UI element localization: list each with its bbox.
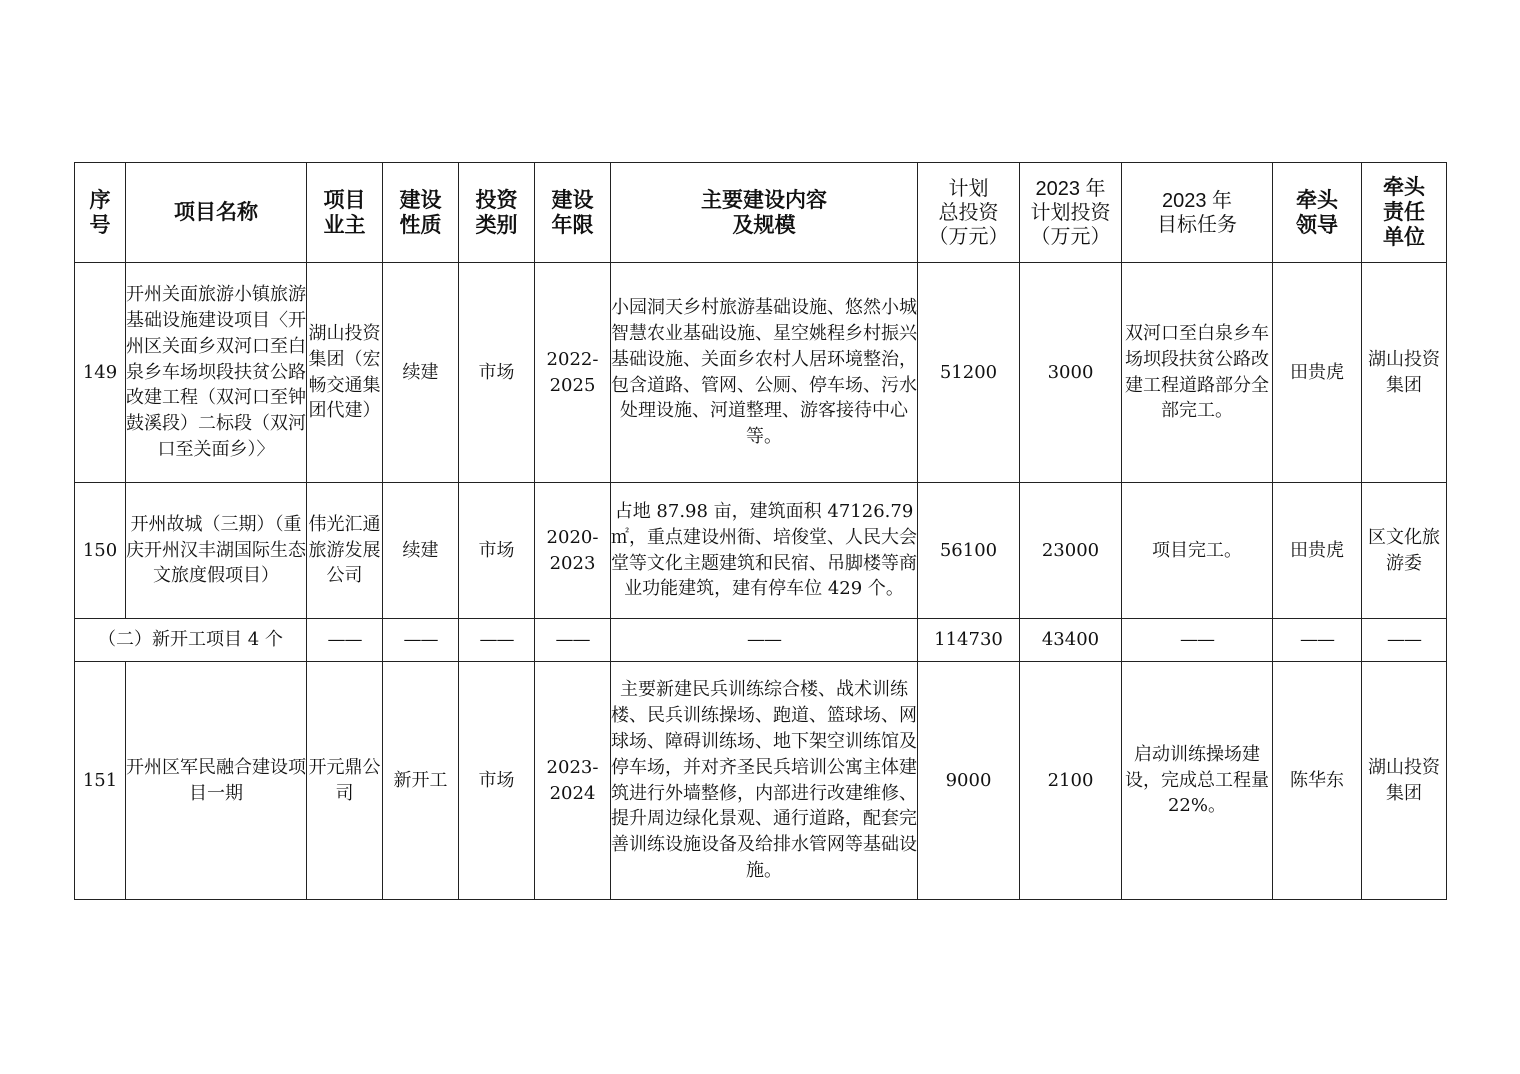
cell-target-2023: 项目完工。 <box>1122 483 1273 619</box>
cell-nature: 续建 <box>383 263 459 483</box>
cell-leader: 田贵虎 <box>1273 483 1362 619</box>
cell-invest-2023: 3000 <box>1020 263 1122 483</box>
header-invest-2023: 2023 年 计划投资 （万元） <box>1020 163 1122 263</box>
header-name: 项目名称 <box>126 163 307 263</box>
subtotal-dash: —— <box>1362 619 1447 662</box>
header-seq: 序 号 <box>75 163 126 263</box>
cell-content: 小园洞天乡村旅游基础设施、悠然小城智慧农业基础设施、星空姚程乡村振兴基础设施、关面乡农村人居环境整治，包含道路、管网、公厕、停车场、污水处理设施、河道整理、游客接待中心等。 <box>611 263 918 483</box>
cell-seq: 151 <box>75 662 126 900</box>
cell-period: 2022-2025 <box>535 263 611 483</box>
cell-invest-type: 市场 <box>459 483 535 619</box>
header-content: 主要建设内容 及规模 <box>611 163 918 263</box>
cell-total-invest: 56100 <box>918 483 1020 619</box>
subtotal-dash: —— <box>535 619 611 662</box>
cell-content: 占地 87.98 亩，建筑面积 47126.79 ㎡，重点建设州衙、培俊堂、人民大会堂等文化主题建筑和民宿、吊脚楼等商业功能建筑，建有停车位 429 个。 <box>611 483 918 619</box>
header-lead-unit: 牵头 责任 单位 <box>1362 163 1447 263</box>
cell-content: 主要新建民兵训练综合楼、战术训练楼、民兵训练操场、跑道、篮球场、网球场、障碍训练场、地下架空训练馆及停车场，并对齐圣民兵培训公寓主体建筑进行外墙整修，内部进行改建维修、提升周边绿化景观、通行道路，配套完善训练设施设备及给排水管网等基础设施。 <box>611 662 918 900</box>
header-total-invest: 计划 总投资 （万元） <box>918 163 1020 263</box>
cell-leader: 陈华东 <box>1273 662 1362 900</box>
subtotal-dash: —— <box>307 619 383 662</box>
subtotal-label: （二）新开工项目 4 个 <box>75 619 307 662</box>
cell-name: 开州故城（三期）（重庆开州汉丰湖国际生态文旅度假项目） <box>126 483 307 619</box>
cell-nature: 新开工 <box>383 662 459 900</box>
subtotal-dash: —— <box>1122 619 1273 662</box>
cell-name: 开州区军民融合建设项目一期 <box>126 662 307 900</box>
cell-owner: 开元鼎公司 <box>307 662 383 900</box>
subtotal-dash: —— <box>1273 619 1362 662</box>
cell-leader: 田贵虎 <box>1273 263 1362 483</box>
header-invest-type: 投资 类别 <box>459 163 535 263</box>
subtotal-dash: —— <box>611 619 918 662</box>
cell-invest-2023: 23000 <box>1020 483 1122 619</box>
subtotal-dash: —— <box>383 619 459 662</box>
cell-owner: 湖山投资集团（宏畅交通集团代建） <box>307 263 383 483</box>
table-row <box>75 263 1447 483</box>
cell-period: 2023-2024 <box>535 662 611 900</box>
cell-nature: 续建 <box>383 483 459 619</box>
table-row <box>75 662 1447 900</box>
header-period: 建设 年限 <box>535 163 611 263</box>
cell-owner: 伟光汇通旅游发展公司 <box>307 483 383 619</box>
cell-period: 2020-2023 <box>535 483 611 619</box>
cell-total-invest: 51200 <box>918 263 1020 483</box>
cell-target-2023: 双河口至白泉乡车场坝段扶贫公路改建工程道路部分全部完工。 <box>1122 263 1273 483</box>
subtotal-row <box>75 619 1447 662</box>
cell-total-invest: 9000 <box>918 662 1020 900</box>
cell-invest-type: 市场 <box>459 263 535 483</box>
header-nature: 建设 性质 <box>383 163 459 263</box>
subtotal-invest-2023: 43400 <box>1020 619 1122 662</box>
header-row <box>75 163 1447 263</box>
cell-invest-2023: 2100 <box>1020 662 1122 900</box>
cell-lead-unit: 湖山投资集团 <box>1362 263 1447 483</box>
cell-invest-type: 市场 <box>459 662 535 900</box>
cell-seq: 150 <box>75 483 126 619</box>
project-table <box>74 162 1447 900</box>
cell-lead-unit: 湖山投资集团 <box>1362 662 1447 900</box>
subtotal-total-invest: 114730 <box>918 619 1020 662</box>
subtotal-dash: —— <box>459 619 535 662</box>
cell-target-2023: 启动训练操场建设，完成总工程量 22%。 <box>1122 662 1273 900</box>
table-row <box>75 483 1447 619</box>
cell-seq: 149 <box>75 263 126 483</box>
cell-lead-unit: 区文化旅游委 <box>1362 483 1447 619</box>
header-target-2023: 2023 年 目标任务 <box>1122 163 1273 263</box>
cell-name: 开州关面旅游小镇旅游基础设施建设项目〈开州区关面乡双河口至白泉乡车场坝段扶贫公路改建工程（双河口至钟鼓溪段）二标段（双河口至关面乡）〉 <box>126 263 307 483</box>
header-owner: 项目 业主 <box>307 163 383 263</box>
header-leader: 牵头 领导 <box>1273 163 1362 263</box>
